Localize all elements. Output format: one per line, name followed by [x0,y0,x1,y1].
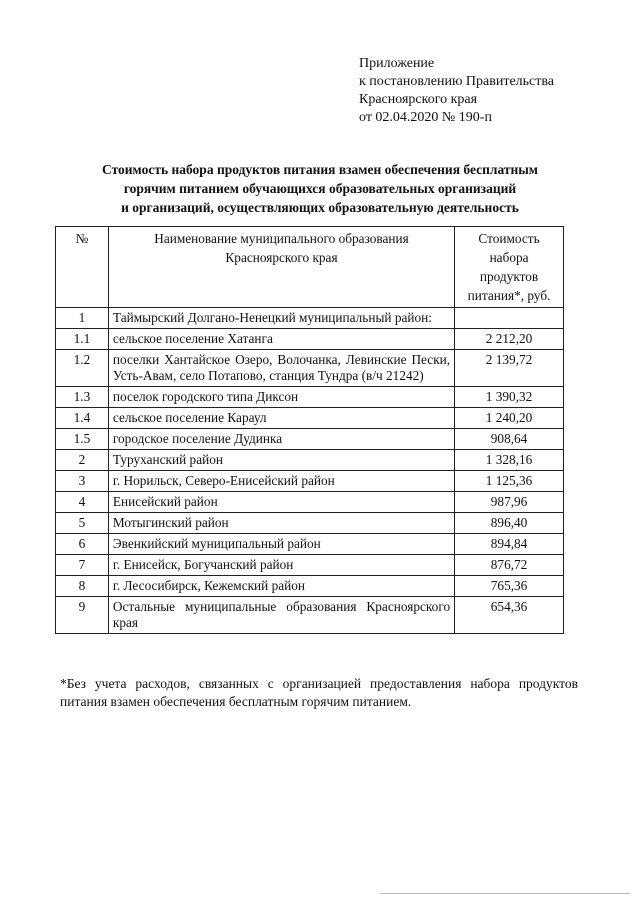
title-line: горячим питанием обучающихся образовательных организаций [123,181,517,196]
row-cost: 876,72 [455,555,564,576]
row-cost: 908,64 [455,429,564,450]
table-row [56,534,564,555]
header-cost: Стоимость набора продуктов питания*, руб. [455,227,564,308]
row-name: городское поселение Дудинка [108,429,454,450]
header-num: № [56,227,109,308]
row-name: поселок городского типа Диксон [108,387,454,408]
row-num: 5 [56,513,109,534]
row-name: Енисейский район [108,492,454,513]
table-row [56,429,564,450]
appendix-line: Красноярского края [359,92,478,107]
row-cost: 894,84 [455,534,564,555]
table-header-row [56,227,564,308]
table-row [56,350,564,387]
row-cost: 1 125,36 [455,471,564,492]
table-row [56,576,564,597]
row-cost: 1 328,16 [455,450,564,471]
row-cost: 654,36 [455,597,564,634]
table-row [56,597,564,634]
row-name: г. Лесосибирск, Кежемский район [108,576,454,597]
row-name: г. Норильск, Северо-Енисейский район [108,471,454,492]
header-name: Наименование муниципального образования Красноярского края [108,227,454,308]
appendix-header [359,55,554,127]
table-row [56,329,564,350]
row-num: 8 [56,576,109,597]
row-cost [455,308,564,329]
row-cost: 1 240,20 [455,408,564,429]
table-row [56,555,564,576]
row-num: 1.2 [56,350,109,387]
row-cost: 987,96 [455,492,564,513]
row-cost: 2 139,72 [455,350,564,387]
table-row [56,450,564,471]
row-num: 7 [56,555,109,576]
table-row [56,387,564,408]
cost-table [55,226,564,634]
document-title [60,160,580,217]
row-num: 1.4 [56,408,109,429]
appendix-date-line: от 02.04.2020 № 190-п [359,110,492,125]
table-row [56,308,564,329]
row-name: Туруханский район [108,450,454,471]
row-cost: 1 390,32 [455,387,564,408]
row-name: г. Енисейск, Богучанский район [108,555,454,576]
row-name: Эвенкийский муниципальный район [108,534,454,555]
row-num: 6 [56,534,109,555]
row-num: 1.1 [56,329,109,350]
row-num: 1.5 [56,429,109,450]
row-num: 1.3 [56,387,109,408]
title-line: и организаций, осуществляющих образовательную деятельность [121,200,519,215]
row-num: 1 [56,308,109,329]
row-name: Таймырский Долгано-Ненецкий муниципальный район: [108,308,454,329]
table-row [56,408,564,429]
appendix-line: к постановлению Правительства [359,74,555,89]
row-num: 4 [56,492,109,513]
row-name: поселки Хантайское Озеро, Волочанка, Левинские Пески, Усть-Авам, село Потапово, станция Тундра (в/ч 21242) [108,350,454,387]
footnote: *Без учета расходов, связанных с организацией предоставления набора продуктов питания взамен обеспечения бесплатным горячим питанием. [60,676,578,709]
row-cost: 896,40 [455,513,564,534]
row-name: сельское поселение Хатанга [108,329,454,350]
appendix-line: Приложение [359,56,435,71]
row-name: сельское поселение Караул [108,408,454,429]
table-row [56,492,564,513]
row-name: Мотыгинский район [108,513,454,534]
row-cost: 2 212,20 [455,329,564,350]
table-row [56,471,564,492]
row-name: Остальные муниципальные образования Красноярского края [108,597,454,634]
table-row [56,513,564,534]
scan-edge-line [380,893,630,894]
row-num: 2 [56,450,109,471]
row-num: 3 [56,471,109,492]
row-num: 9 [56,597,109,634]
title-line: Стоимость набора продуктов питания взамен обеспечения бесплатным [102,162,538,177]
row-cost: 765,36 [455,576,564,597]
